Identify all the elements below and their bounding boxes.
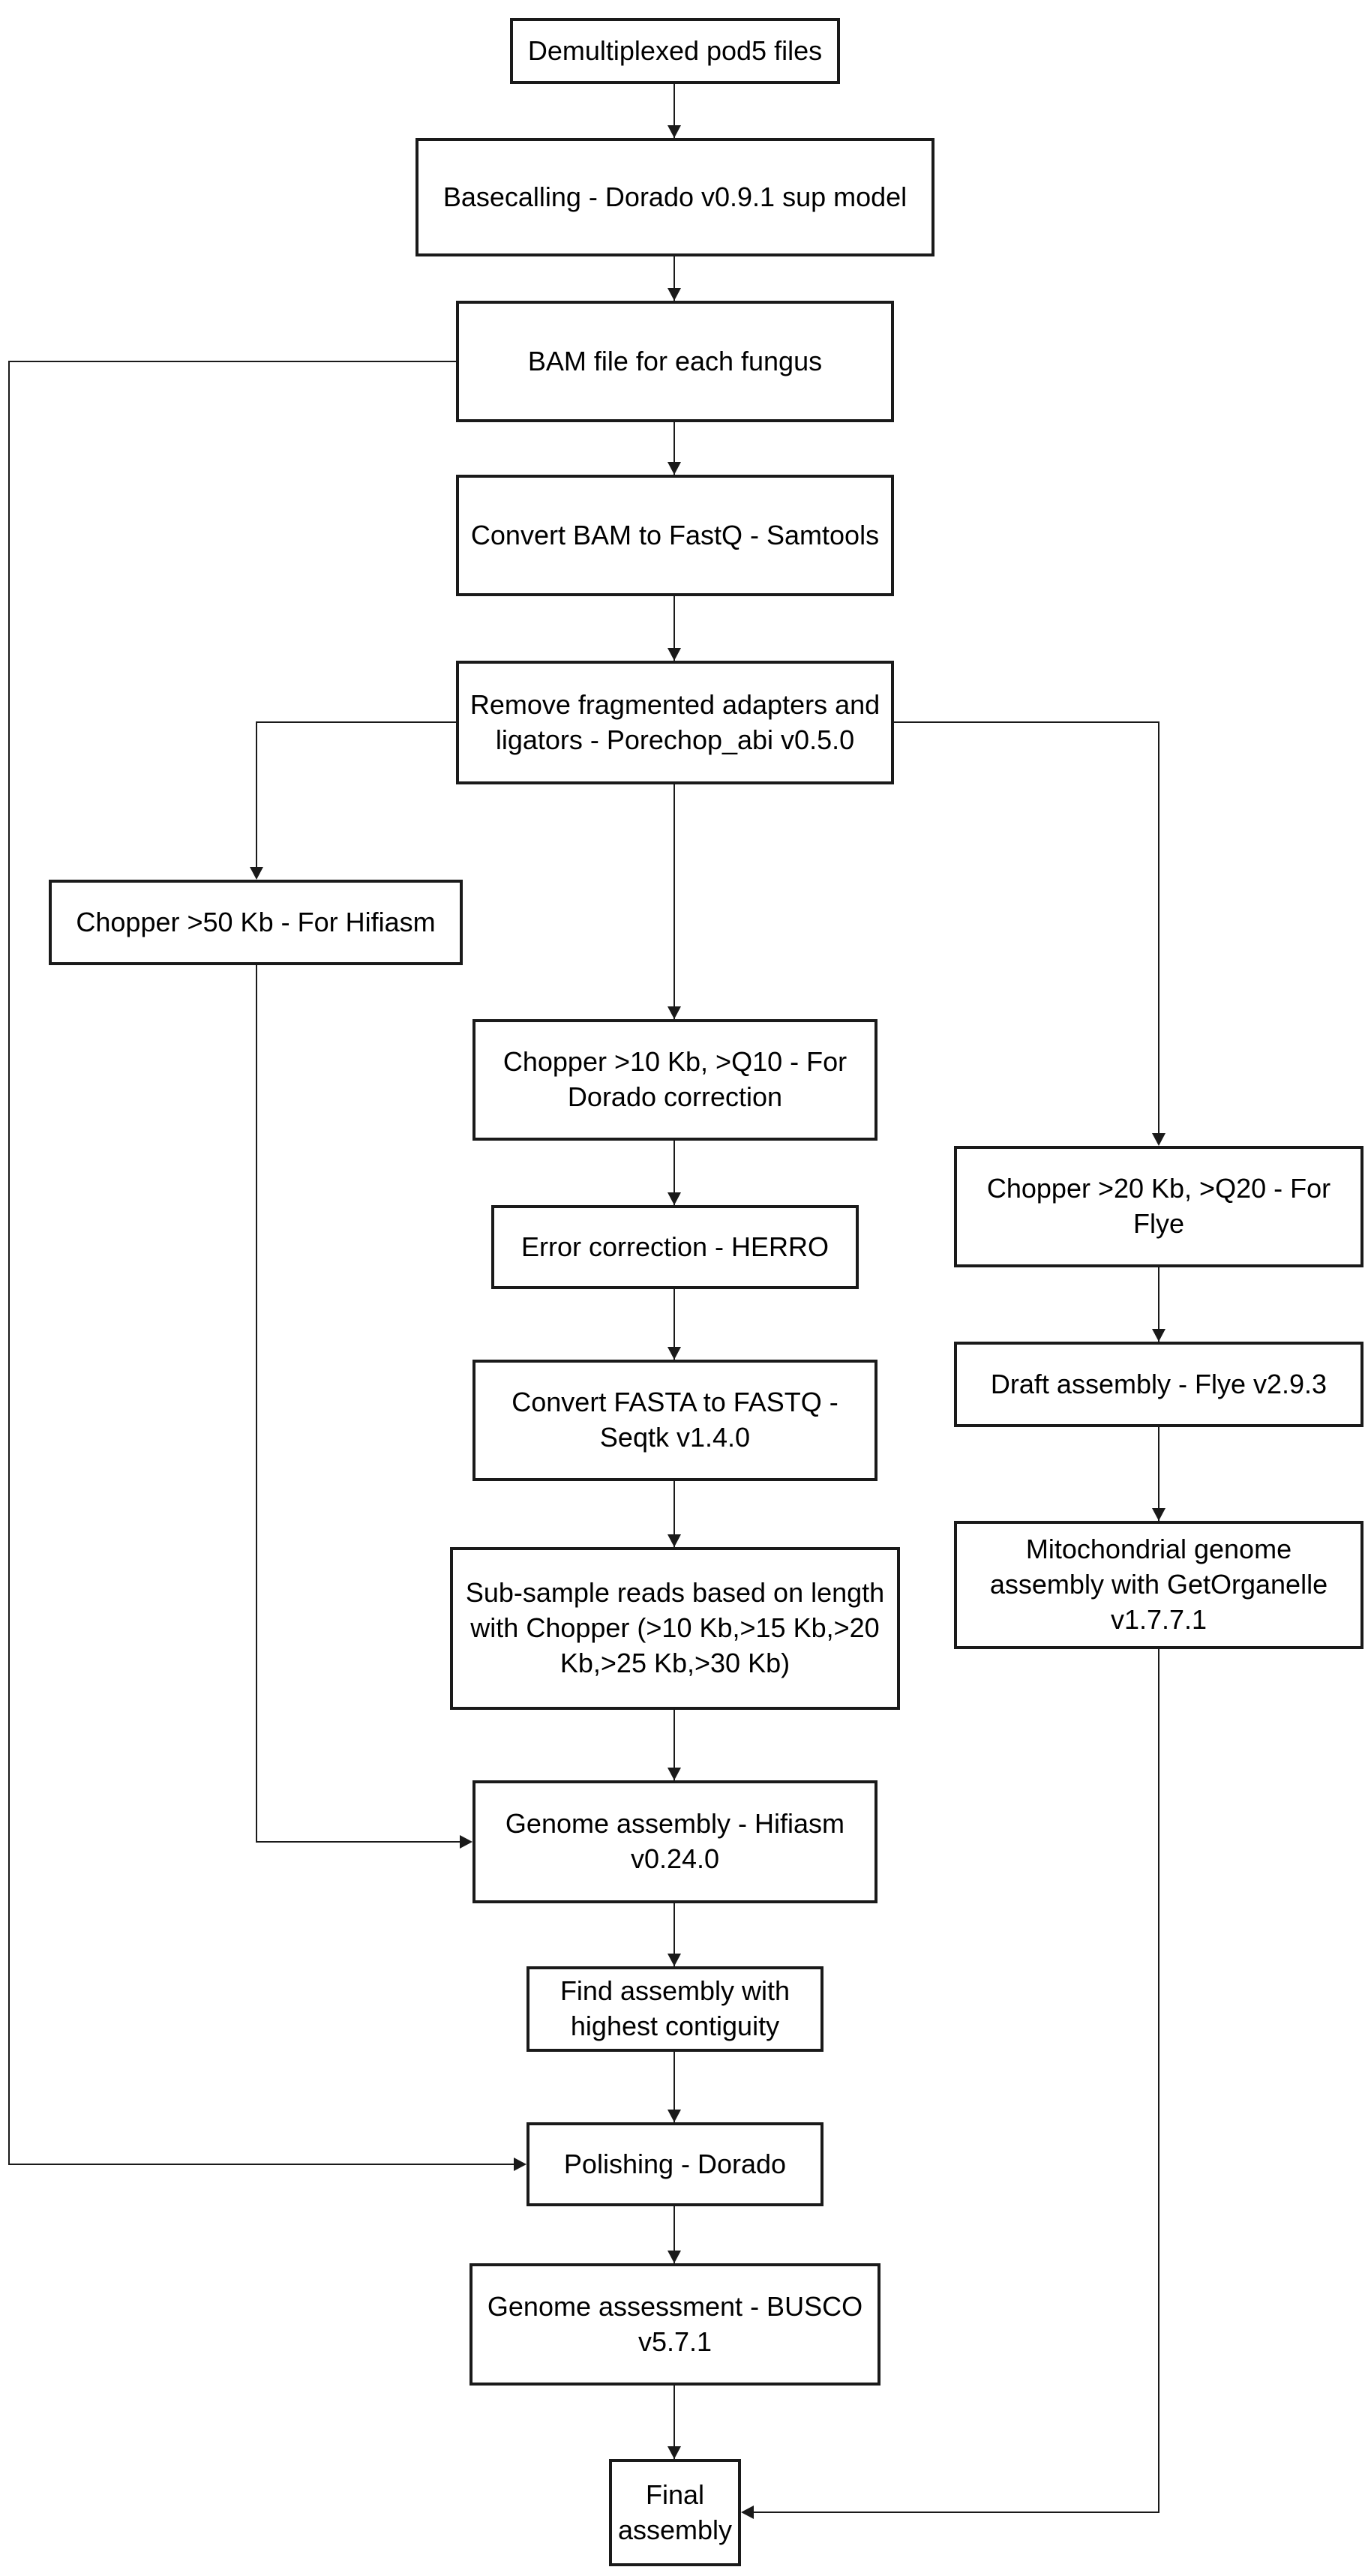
edge-draftassembly-getorganelle-arrowhead-icon <box>1152 1508 1166 1521</box>
edge-bam-polishing-hline-bottom <box>8 2164 515 2165</box>
node-convert-fasta <box>472 1360 878 1481</box>
edge-chopper20-draftassembly-arrowhead-icon <box>1152 1329 1166 1342</box>
node-find-assembly-label: Find assembly with highest contiguity <box>560 1975 790 2041</box>
edge-basecalling-bam-arrowhead-icon <box>668 288 681 301</box>
edge-findassembly-polishing-arrowhead-icon <box>668 2110 681 2122</box>
node-polishing-label: Polishing - Dorado <box>563 2148 787 2179</box>
edge-removeadapters-chopper10-line <box>674 784 675 1019</box>
node-demultiplexed-pod5-label: Demultiplexed pod5 files <box>527 34 823 66</box>
node-final-assembly <box>609 2459 741 2566</box>
node-bam-file <box>456 301 894 422</box>
edge-genomeassembly-findassembly-arrowhead-icon <box>668 1954 681 1966</box>
edge-removeadapters-chopper50-arrowhead-icon <box>250 867 263 880</box>
edge-chopper50-genomeassembly-vline <box>256 965 257 1843</box>
edge-bam-convertbam-arrowhead-icon <box>668 462 681 475</box>
node-convert-bam <box>456 475 894 596</box>
node-basecalling-label: Basecalling - Dorado v0.9.1 sup model <box>442 181 908 212</box>
node-chopper-50kb <box>49 880 463 965</box>
node-busco-label: Genome assessment - BUSCO v5.7.1 <box>487 2290 863 2357</box>
node-error-correction-label: Error correction - HERRO <box>520 1231 830 1262</box>
edge-chopper50-genomeassembly-hline <box>256 1841 462 1843</box>
edge-getorganelle-finalassembly-arrowhead-icon <box>741 2506 754 2519</box>
edge-removeadapters-chopper50-hline <box>256 721 456 723</box>
node-draft-assembly-label: Draft assembly - Flye v2.9.3 <box>990 1368 1328 1399</box>
node-chopper-10kb <box>472 1019 878 1141</box>
edge-busco-finalassembly-arrowhead-icon <box>668 2446 681 2459</box>
edge-bam-polishing-hline-top <box>8 361 456 362</box>
edge-removeadapters-chopper50-vline <box>256 721 257 868</box>
node-demultiplexed-pod5 <box>510 18 840 84</box>
node-final-assembly-label: Final assembly <box>617 2479 733 2545</box>
edge-bam-polishing-arrowhead-icon <box>514 2158 526 2171</box>
node-draft-assembly <box>954 1342 1364 1427</box>
edge-convertfasta-subsample-arrowhead-icon <box>668 1534 681 1547</box>
edge-removeadapters-chopper20-hline <box>894 721 1160 723</box>
edge-draftassembly-getorganelle-line <box>1158 1427 1160 1521</box>
edge-getorganelle-finalassembly-hline <box>752 2512 1160 2513</box>
node-polishing <box>526 2122 824 2206</box>
edge-subsample-genomeassembly-arrowhead-icon <box>668 1768 681 1780</box>
node-genome-assembly-label: Genome assembly - Hifiasm v0.24.0 <box>505 1808 845 1874</box>
edge-removeadapters-chopper20-arrowhead-icon <box>1152 1133 1166 1146</box>
node-convert-fasta-label: Convert FASTA to FASTQ - Seqtk v1.4.0 <box>512 1387 838 1453</box>
edge-demultiplexed-basecalling-arrowhead-icon <box>668 125 681 138</box>
edge-bam-polishing-vline <box>8 361 10 2165</box>
node-genome-assembly <box>472 1780 878 1903</box>
edge-herro-convertfasta-arrowhead-icon <box>668 1347 681 1360</box>
node-remove-adapters-label: Remove fragmented adapters and ligators - Porechop_abi v0.5.0 <box>470 688 880 755</box>
node-subsample <box>450 1547 900 1710</box>
node-remove-adapters <box>456 661 894 784</box>
edge-convertbam-removeadapters-arrowhead-icon <box>668 648 681 661</box>
node-find-assembly <box>526 1966 824 2052</box>
node-error-correction <box>491 1205 859 1289</box>
edge-chopper10-herro-arrowhead-icon <box>668 1192 681 1205</box>
node-getorganelle <box>954 1521 1364 1649</box>
node-busco <box>470 2263 880 2386</box>
node-convert-bam-label: Convert BAM to FastQ - Samtools <box>470 519 880 550</box>
node-subsample-label: Sub-sample reads based on length with Chopper (>10 Kb,>15 Kb,>20 Kb,>25 Kb,>30 Kb) <box>465 1577 885 1678</box>
node-chopper-50kb-label: Chopper >50 Kb - For Hifiasm <box>76 906 436 937</box>
node-getorganelle-label: Mitochondrial genome assembly with GetOrganelle v1.7.7.1 <box>989 1534 1328 1635</box>
edge-removeadapters-chopper20-vline <box>1158 721 1160 1134</box>
node-bam-file-label: BAM file for each fungus <box>527 345 823 376</box>
edge-polishing-busco-arrowhead-icon <box>668 2251 681 2263</box>
edge-getorganelle-finalassembly-vline <box>1158 1649 1160 2513</box>
node-chopper-20kb-label: Chopper >20 Kb, >Q20 - For Flye <box>986 1173 1331 1239</box>
node-basecalling <box>416 138 934 256</box>
node-chopper-20kb <box>954 1146 1364 1267</box>
edge-removeadapters-chopper10-arrowhead-icon <box>668 1006 681 1019</box>
edge-chopper50-genomeassembly-arrowhead-icon <box>460 1835 472 1849</box>
node-chopper-10kb-label: Chopper >10 Kb, >Q10 - For Dorado correction <box>502 1046 848 1112</box>
